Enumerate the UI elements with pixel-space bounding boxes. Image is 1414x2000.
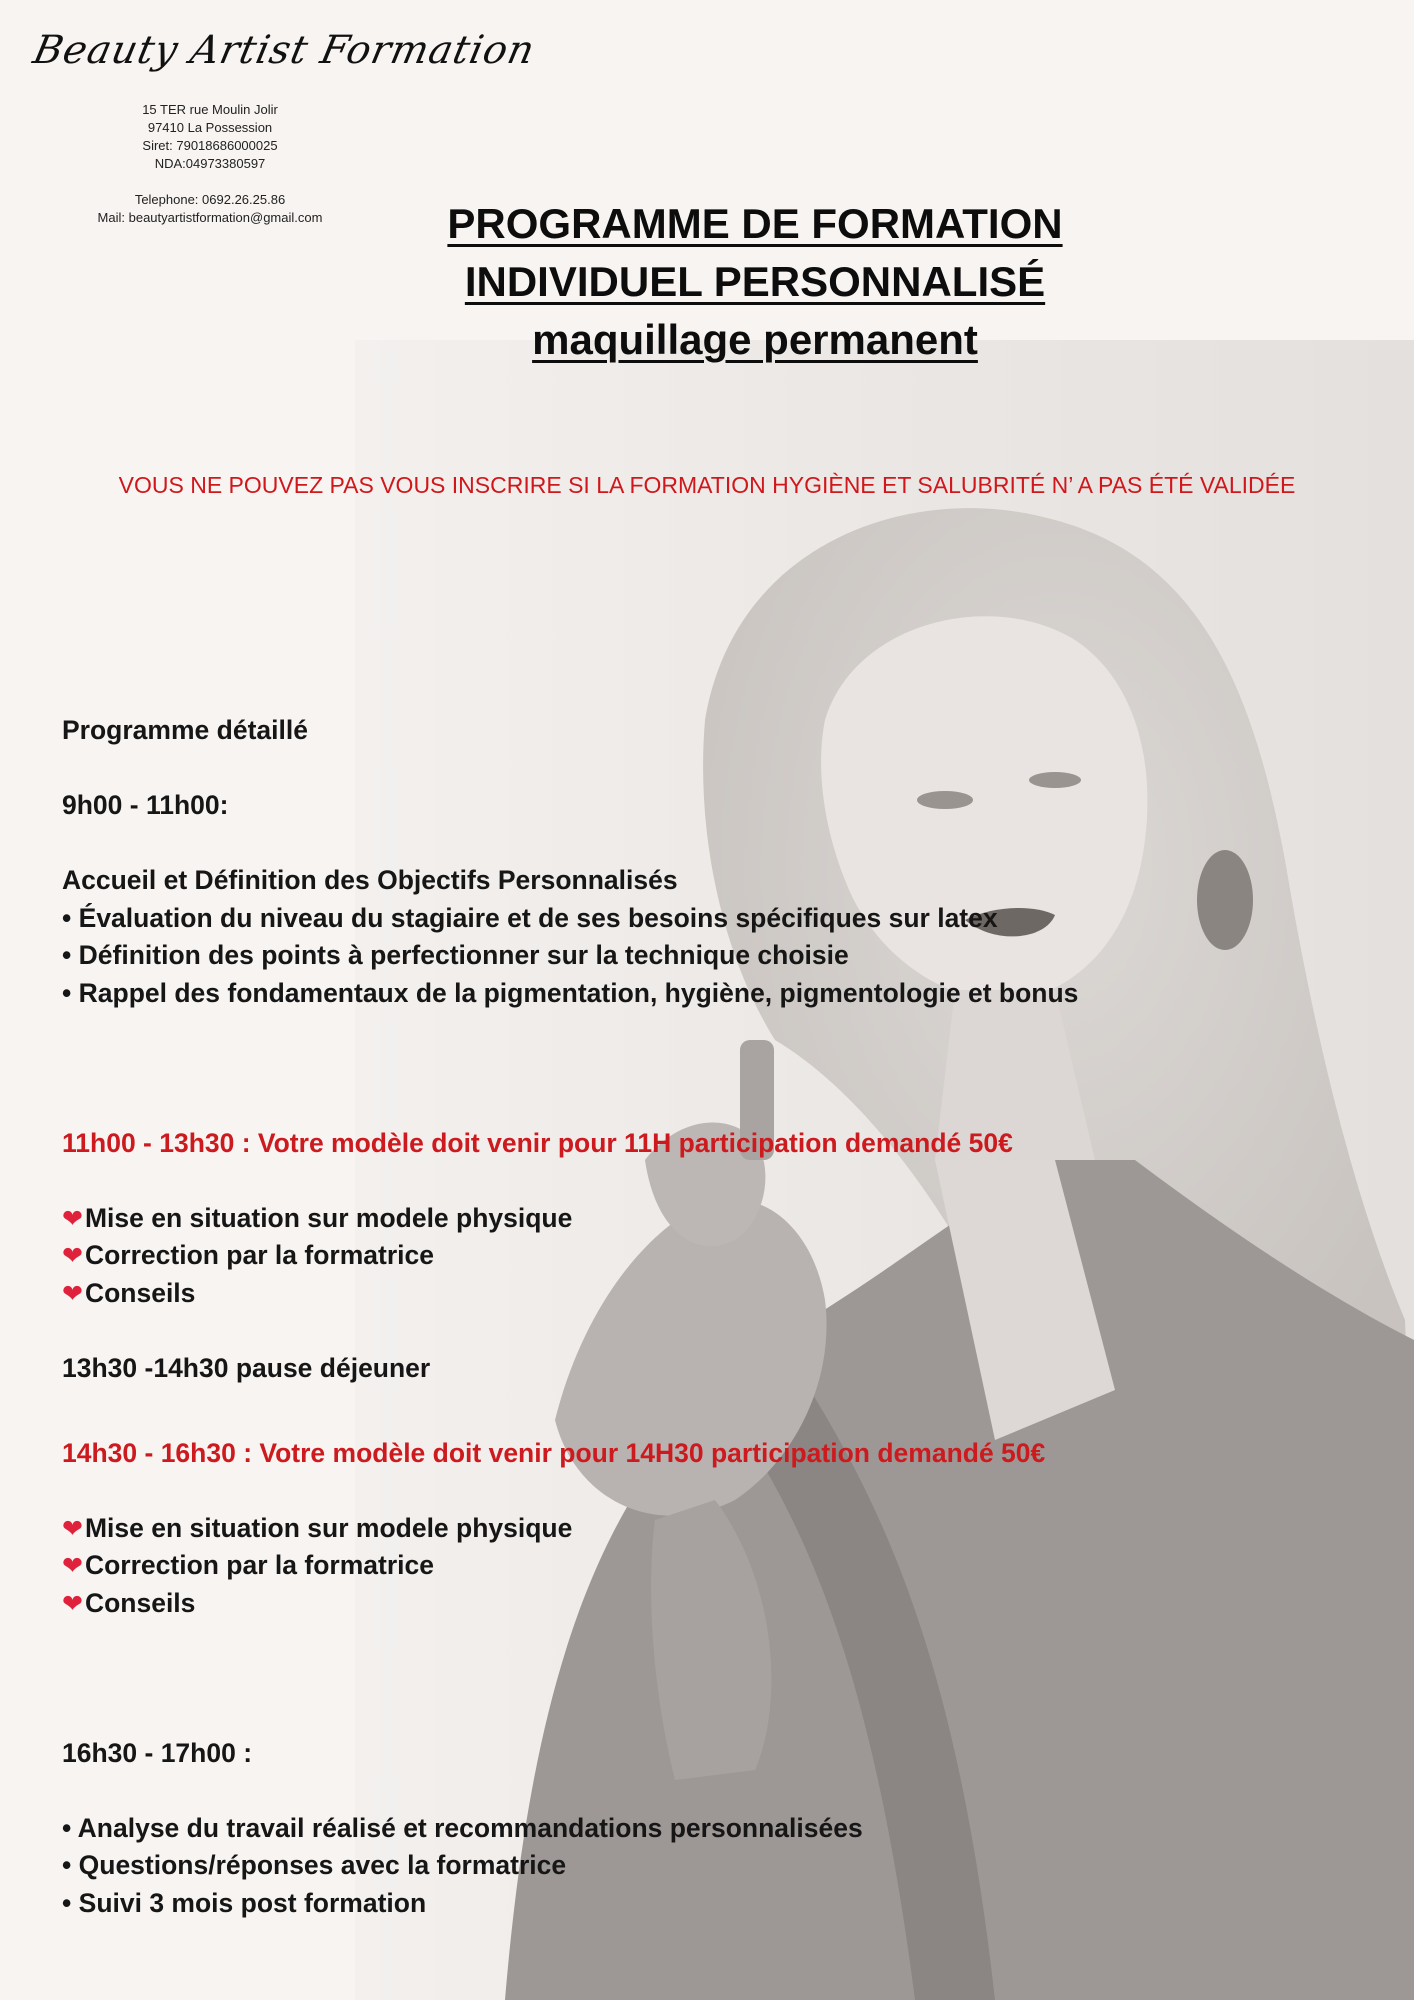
block1-subtitle: Accueil et Définition des Objectifs Personnalisés [62,865,678,895]
title-line-2: INDIVIDUEL PERSONNALISÉ [464,258,1046,305]
list-item: ❤Correction par la formatrice [62,1240,434,1270]
block1-time: 9h00 - 11h00: [62,790,229,820]
heart-icon: ❤ [62,1242,83,1270]
nda: NDA:04973380597 [154,156,266,171]
list-item: ❤Conseils [62,1587,196,1618]
mail: Mail: beautyartistformation@gmail.com [97,210,323,225]
list-item: ❤Mise en situation sur modele physique [62,1202,573,1233]
heart-icon: ❤ [62,1589,83,1618]
brand-logo: Beauty Artist Formation [29,28,540,73]
heart-icon: ❤ [62,1514,83,1543]
address-line-2: 97410 La Possession [147,120,273,135]
list-item: • Suivi 3 mois post formation [62,1887,427,1918]
program-details [62,712,1362,1922]
block2-time: 11h00 - 13h30 : Votre modèle doit venir pour 11H participation demandé 50€ [62,1127,1013,1158]
address-line-1: 15 TER rue Moulin Jolir [142,102,278,117]
list-item: ❤Conseils [62,1277,196,1308]
warning-notice: VOUS NE POUVEZ PAS VOUS INSCRIRE SI LA FORMATION HYGIÈNE ET SALUBRITÉ N’ A PAS ÉTÉ VALIDÉE [118,472,1296,498]
lunch-break: 13h30 -14h30 pause déjeuner [62,1352,431,1383]
list-item: ❤Mise en situation sur modele physique [62,1512,573,1543]
heart-icon: ❤ [62,1204,83,1233]
list-item: • Questions/réponses avec la formatrice [62,1850,567,1880]
list-item: • Évaluation du niveau du stagiaire et de ses besoins spécifiques sur latex [62,902,998,933]
siret: Siret: 79018686000025 [142,138,278,153]
block4-time: 16h30 - 17h00 : [62,1737,253,1768]
list-item: • Définition des points à perfectionner sur la technique choisie [62,940,849,970]
block3-time: 14h30 - 16h30 : Votre modèle doit venir pour 14H30 participation demandé 50€ [62,1437,1046,1468]
contact-block [70,101,350,227]
title-line-3: maquillage permanent [532,316,978,363]
title-line-1: PROGRAMME DE FORMATION [447,200,1063,247]
heart-icon: ❤ [62,1279,83,1308]
program-heading: Programme détaillé [62,715,308,745]
list-item: • Analyse du travail réalisé et recommandations personnalisées [62,1812,863,1843]
telephone: Telephone: 0692.26.25.86 [134,192,286,207]
list-item: ❤Correction par la formatrice [62,1550,434,1580]
list-item: • Rappel des fondamentaux de la pigmentation, hygiène, pigmentologie et bonus [62,977,1079,1008]
page-title [355,195,1155,369]
heart-icon: ❤ [62,1552,83,1580]
